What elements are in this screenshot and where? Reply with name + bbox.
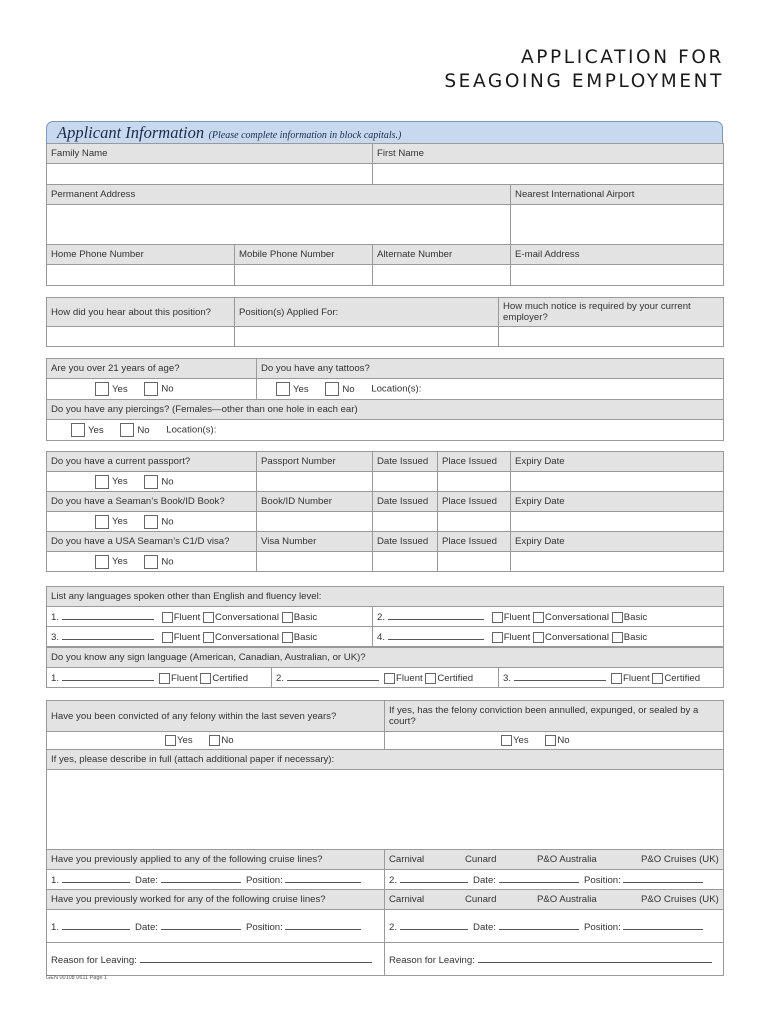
usa-visa-question: Do you have a USA Seaman’s C1/D visa?	[47, 532, 257, 552]
annulled-options	[385, 732, 724, 750]
over21-no-checkbox[interactable]	[144, 382, 158, 396]
applied-row-2	[385, 870, 724, 890]
date-label: Date:	[473, 875, 496, 886]
position-label: Position:	[583, 875, 621, 886]
languages-table	[46, 586, 724, 647]
book-place-field[interactable]	[438, 512, 511, 532]
section-note: (Please complete information in block capitals.)	[208, 130, 402, 141]
no-label: No	[137, 424, 150, 436]
worked-row-2	[385, 910, 724, 943]
piercings-label: Do you have any piercings? (Females—other than one hole in each ear)	[47, 400, 724, 420]
mobile-phone-field[interactable]	[235, 265, 373, 286]
date-issued-label: Date Issued	[373, 452, 438, 472]
language-number: 2.	[377, 612, 386, 623]
no-label: No	[161, 556, 174, 568]
lang3-conversational-checkbox[interactable]	[203, 632, 214, 643]
lang2-conversational-checkbox[interactable]	[533, 612, 544, 623]
date-issued-label: Date Issued	[373, 492, 438, 512]
applied-2-date[interactable]	[499, 873, 579, 883]
position-label: Position:	[245, 921, 283, 933]
basic-label: Basic	[623, 612, 648, 623]
worked-question: Have you previously worked for any of the following cruise lines?	[47, 890, 385, 910]
applicant-table	[46, 143, 724, 286]
entry-number: 1.	[51, 875, 60, 886]
felony-table	[46, 700, 724, 850]
cruise-line-cunard: Cunard	[465, 894, 497, 905]
sign-row-1	[47, 668, 272, 688]
fluent-label: Fluent	[623, 673, 650, 684]
worked-2-date[interactable]	[499, 920, 579, 930]
cruise-line-po-uk: P&O Cruises (UK)	[641, 854, 719, 865]
yes-label: Yes	[112, 556, 128, 568]
notice-label: How much notice is required by your current employer?	[499, 298, 724, 327]
piercings-yes-checkbox[interactable]	[71, 423, 85, 437]
applied-1-line[interactable]	[62, 873, 130, 883]
yes-label: Yes	[88, 424, 104, 436]
sign-number: 1.	[51, 673, 60, 684]
applied-2-line[interactable]	[400, 873, 468, 883]
no-label: No	[161, 383, 174, 395]
tattoos-label: Do you have any tattoos?	[257, 359, 724, 379]
fluent-label: Fluent	[173, 632, 201, 643]
worked-row-1	[47, 910, 385, 943]
form-footer: GEN 00108 0611 Page 1	[46, 975, 108, 981]
date-label: Date:	[135, 875, 158, 886]
language-row-4	[373, 627, 724, 647]
alternate-number-label: Alternate Number	[373, 245, 511, 265]
annulled-yes-checkbox[interactable]	[501, 735, 512, 746]
sign-row-2	[272, 668, 499, 688]
piercings-no-checkbox[interactable]	[120, 423, 134, 437]
mobile-phone-label: Mobile Phone Number	[235, 245, 373, 265]
fluent-label: Fluent	[173, 612, 201, 623]
lang3-fluent-checkbox[interactable]	[162, 632, 173, 643]
first-name-field[interactable]	[373, 164, 724, 185]
lang4-conversational-checkbox[interactable]	[533, 632, 544, 643]
sign-number: 2.	[276, 673, 285, 684]
languages-section	[46, 586, 723, 688]
language-row-3	[47, 627, 373, 647]
sign-row-3	[499, 668, 724, 688]
worked-2-position[interactable]	[623, 920, 703, 930]
certified-label: Certified	[664, 673, 701, 684]
reason-row-2	[385, 943, 724, 976]
position-label: Position:	[245, 875, 283, 886]
lang3-basic-checkbox[interactable]	[282, 632, 293, 643]
applied-question: Have you previously applied to any of the following cruise lines?	[47, 850, 385, 870]
conversational-label: Conversational	[215, 632, 280, 643]
cruise-line-carnival: Carnival	[389, 854, 425, 865]
felony-options	[47, 732, 385, 750]
reason-label: Reason for Leaving:	[51, 954, 137, 966]
reason-2-line[interactable]	[478, 953, 712, 963]
reason-row-1	[47, 943, 385, 976]
yes-label: Yes	[112, 383, 128, 395]
visa-number-field[interactable]	[257, 552, 373, 572]
lang4-basic-checkbox[interactable]	[612, 632, 623, 643]
applied-2-position[interactable]	[623, 873, 703, 883]
felony-no-checkbox[interactable]	[209, 735, 220, 746]
entry-number: 2.	[389, 921, 398, 933]
felony-yes-checkbox[interactable]	[165, 735, 176, 746]
fluent-label: Fluent	[503, 612, 531, 623]
yes-label: Yes	[513, 735, 529, 747]
cruise-table	[46, 849, 724, 976]
language-row-1	[47, 607, 373, 627]
yes-label: Yes	[112, 476, 128, 488]
passport-expiry-field[interactable]	[511, 472, 724, 492]
position-applied-label: Position(s) Applied For:	[235, 298, 499, 327]
family-name-field[interactable]	[47, 164, 373, 185]
worked-1-position[interactable]	[285, 920, 361, 930]
lang4-fluent-checkbox[interactable]	[492, 632, 503, 643]
how-hear-field[interactable]	[47, 327, 235, 347]
basic-label: Basic	[293, 612, 318, 623]
entry-number: 2.	[389, 875, 398, 886]
documents-section	[46, 451, 723, 572]
worked-1-line[interactable]	[62, 920, 130, 930]
piercing-locations-label: Location(s):	[166, 424, 217, 436]
book-expiry-field[interactable]	[511, 512, 724, 532]
position-applied-field[interactable]	[235, 327, 499, 347]
sign1-certified-checkbox[interactable]	[200, 673, 211, 684]
visa-date-field[interactable]	[373, 552, 438, 572]
personal-table	[46, 358, 724, 441]
piercings-options	[47, 420, 724, 441]
sign2-fluent-checkbox[interactable]	[384, 673, 395, 684]
book-number-field[interactable]	[257, 512, 373, 532]
conversational-label: Conversational	[215, 612, 280, 623]
passport-no-checkbox[interactable]	[144, 475, 158, 489]
cruise-section	[46, 849, 723, 976]
alternate-number-field[interactable]	[373, 265, 511, 286]
fluent-label: Fluent	[171, 673, 198, 684]
worked-2-line[interactable]	[400, 920, 468, 930]
passport-question: Do you have a current passport?	[47, 452, 257, 472]
section-heading: Applicant Information	[57, 123, 205, 142]
tattoos-yes-checkbox[interactable]	[276, 382, 290, 396]
basic-label: Basic	[293, 632, 318, 643]
passport-date-field[interactable]	[373, 472, 438, 492]
applicant-information-section	[46, 121, 723, 286]
visa-number-label: Visa Number	[257, 532, 373, 552]
over21-label: Are you over 21 years of age?	[47, 359, 257, 379]
over21-yes-checkbox[interactable]	[95, 382, 109, 396]
sign2-certified-checkbox[interactable]	[425, 673, 436, 684]
book-yes-checkbox[interactable]	[95, 515, 109, 529]
annulled-question: If yes, has the felony conviction been annulled, expunged, or sealed by a court?	[385, 701, 724, 732]
conversational-label: Conversational	[545, 632, 610, 643]
passport-yes-checkbox[interactable]	[95, 475, 109, 489]
sign-language-table	[46, 647, 724, 688]
nearest-airport-field[interactable]	[511, 205, 724, 245]
worked-1-date[interactable]	[161, 920, 241, 930]
expiry-date-label: Expiry Date	[511, 452, 724, 472]
lang2-basic-checkbox[interactable]	[612, 612, 623, 623]
visa-place-field[interactable]	[438, 552, 511, 572]
family-name-label: Family Name	[47, 144, 373, 164]
languages-question: List any languages spoken other than English and fluency level:	[47, 587, 724, 607]
language-4-line[interactable]	[388, 630, 484, 640]
worked-cruise-lines	[385, 890, 724, 910]
visa-expiry-field[interactable]	[511, 552, 724, 572]
language-2-line[interactable]	[388, 610, 484, 620]
expiry-date-label: Expiry Date	[511, 492, 724, 512]
passport-number-label: Passport Number	[257, 452, 373, 472]
language-number: 1.	[51, 612, 60, 623]
sign-3-line[interactable]	[514, 671, 606, 681]
position-section	[46, 297, 723, 347]
conversational-label: Conversational	[545, 612, 610, 623]
tattoos-options	[257, 379, 724, 400]
reason-label: Reason for Leaving:	[389, 954, 475, 966]
documents-table	[46, 451, 724, 572]
fluent-label: Fluent	[503, 632, 531, 643]
no-label: No	[221, 735, 234, 747]
language-1-line[interactable]	[62, 610, 154, 620]
applicant-information-header	[46, 121, 723, 143]
passport-number-field[interactable]	[257, 472, 373, 492]
expiry-date-label: Expiry Date	[511, 532, 724, 552]
passport-place-field[interactable]	[438, 472, 511, 492]
no-label: No	[161, 476, 174, 488]
certified-label: Certified	[212, 673, 249, 684]
yes-label: Yes	[177, 735, 193, 747]
sign3-certified-checkbox[interactable]	[652, 673, 663, 684]
usa-visa-options	[47, 552, 257, 572]
book-date-field[interactable]	[373, 512, 438, 532]
seaman-book-options	[47, 512, 257, 532]
lang1-basic-checkbox[interactable]	[282, 612, 293, 623]
cruise-line-po-uk: P&O Cruises (UK)	[641, 894, 719, 905]
cruise-line-carnival: Carnival	[389, 894, 425, 905]
tattoo-locations-label: Location(s):	[371, 383, 422, 395]
felony-section	[46, 700, 723, 850]
cruise-line-po-australia: P&O Australia	[537, 894, 597, 905]
place-issued-label: Place Issued	[438, 452, 511, 472]
applied-row-1	[47, 870, 385, 890]
sign1-fluent-checkbox[interactable]	[159, 673, 170, 684]
felony-question: Have you been convicted of any felony within the last seven years?	[47, 701, 385, 732]
first-name-label: First Name	[373, 144, 724, 164]
sign-2-line[interactable]	[287, 671, 379, 681]
form-title	[444, 46, 724, 94]
yes-label: Yes	[112, 516, 128, 528]
basic-label: Basic	[623, 632, 648, 643]
book-no-checkbox[interactable]	[144, 515, 158, 529]
describe-field[interactable]	[47, 770, 724, 850]
sign-number: 3.	[503, 673, 512, 684]
title-line-1: APPLICATION FOR	[521, 47, 724, 68]
position-table	[46, 297, 724, 347]
applied-1-date[interactable]	[161, 873, 241, 883]
permanent-address-field[interactable]	[47, 205, 511, 245]
permanent-address-label: Permanent Address	[47, 185, 511, 205]
visa-no-checkbox[interactable]	[144, 555, 158, 569]
lang1-fluent-checkbox[interactable]	[162, 612, 173, 623]
home-phone-label: Home Phone Number	[47, 245, 235, 265]
sign-1-line[interactable]	[62, 671, 154, 681]
yes-label: Yes	[293, 383, 309, 395]
position-label: Position:	[583, 921, 621, 933]
book-number-label: Book/ID Number	[257, 492, 373, 512]
entry-number: 1.	[51, 921, 60, 933]
over21-options	[47, 379, 257, 400]
date-label: Date:	[473, 921, 496, 933]
how-hear-label: How did you hear about this position?	[47, 298, 235, 327]
date-label: Date:	[135, 921, 158, 933]
language-3-line[interactable]	[62, 630, 154, 640]
cruise-line-po-australia: P&O Australia	[537, 854, 597, 865]
reason-1-line[interactable]	[140, 953, 372, 963]
visa-yes-checkbox[interactable]	[95, 555, 109, 569]
title-line-2: SEAGOING EMPLOYMENT	[444, 71, 724, 92]
tattoos-no-checkbox[interactable]	[325, 382, 339, 396]
date-issued-label: Date Issued	[373, 532, 438, 552]
sign-language-question: Do you know any sign language (American, Canadian, Australian, or UK)?	[47, 648, 724, 668]
language-number: 3.	[51, 632, 60, 643]
passport-options	[47, 472, 257, 492]
lang1-conversational-checkbox[interactable]	[203, 612, 214, 623]
email-label: E-mail Address	[511, 245, 724, 265]
seaman-book-question: Do you have a Seaman’s Book/ID Book?	[47, 492, 257, 512]
describe-label: If yes, please describe in full (attach additional paper if necessary):	[47, 750, 724, 770]
home-phone-field[interactable]	[47, 265, 235, 286]
nearest-airport-label: Nearest International Airport	[511, 185, 724, 205]
no-label: No	[557, 735, 570, 747]
no-label: No	[161, 516, 174, 528]
applied-cruise-lines	[385, 850, 724, 870]
lang2-fluent-checkbox[interactable]	[492, 612, 503, 623]
email-field[interactable]	[511, 265, 724, 286]
place-issued-label: Place Issued	[438, 532, 511, 552]
place-issued-label: Place Issued	[438, 492, 511, 512]
personal-section	[46, 358, 723, 441]
cruise-line-cunard: Cunard	[465, 854, 497, 865]
notice-field[interactable]	[499, 327, 724, 347]
fluent-label: Fluent	[396, 673, 423, 684]
applied-1-position[interactable]	[285, 873, 361, 883]
sign3-fluent-checkbox[interactable]	[611, 673, 622, 684]
no-label: No	[342, 383, 355, 395]
language-number: 4.	[377, 632, 386, 643]
certified-label: Certified	[437, 673, 474, 684]
annulled-no-checkbox[interactable]	[545, 735, 556, 746]
language-row-2	[373, 607, 724, 627]
